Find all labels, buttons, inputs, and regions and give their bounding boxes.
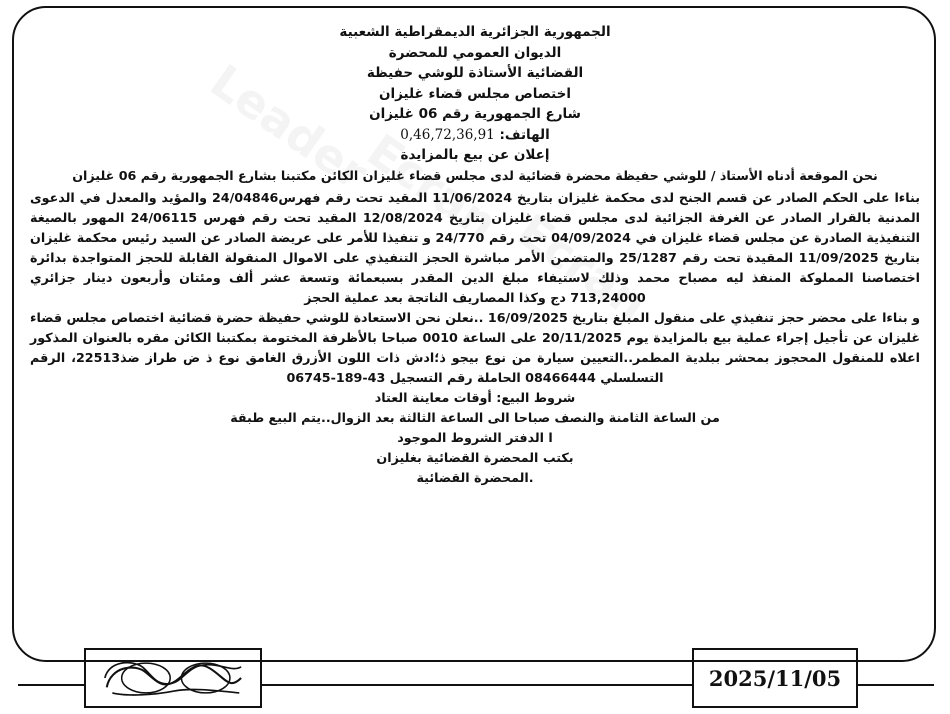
conditions-line: ا الدفتر الشروط الموجود [397, 429, 553, 445]
header-phone [30, 125, 920, 146]
footer-divider [858, 684, 934, 686]
intro-paragraph: نحن الموقعة أدناه الأستاذ / للوشي حفيظة محضرة قضائية لدى مجلس قضاء غليزان الكائن مكتبنا بشارع الجمهورية رقم 06 غليزان [72, 167, 878, 183]
footer-divider [262, 684, 692, 686]
notice-content [30, 22, 920, 488]
judgment-paragraph: بناءا على الحكم الصادر عن قسم الجنح لدى محكمة غليزان بتاريخ 11/06/2024 المقيد تحت رقم فهرس24/04846 والمؤيد والمعدل في الدعوى المدنية بالقرار الصادر عن الغرفة الجزائية لدى مجلس قضاء غليزان بتاريخ 12/08/2024 المقيد تحت رقم فهرس 24/06115 المهور بالصيغة التنفيذية الصادرة عن مجلس قضاء غليزان في 04/09/2024 تحت رقم 24/770 و تنفيذا للأمر على عريضة الصادر عن السيد رئيس محكمة غليزان بتاريخ 11/09/2025 المقيدة تحت رقم 25/1287 والمتضمن الأمر مباشرة الحجز التنفيذي على الاموال المنقولة القابلة للحجز المتواجدة بدائرة اختصاصنا المملوكة المنفذ ليه مصباح محمد وذلك لاستيفاء مبلغ الدين المقدر بسبعمائة وتسعة عشر ألف ومئتان وأربعون دينار جزائري 713,24000 دج وكذا المصاريف الناتجة بعد عملية الحجز [30, 189, 921, 305]
conditions-title: شروط البيع: أوقات معاينة العتاد [374, 389, 576, 405]
footer-divider [18, 684, 84, 686]
phone-label: الهاتف: [499, 126, 550, 143]
header-republic: الجمهورية الجزائرية الديمقراطية الشعبية [339, 24, 611, 40]
header-jurisdiction: اختصاص مجلس قضاء غليزان [378, 85, 572, 102]
auction-paragraph: و بناءا على محضر حجز تنفيذي على منقول المبلغ بتاريخ 16/09/2025 ..نعلن نحن الاستعادة للوشي حفيظة حضرة قضائية اختصاص مجلس قضاء غليزان عن تأجيل إجراء عملية بيع بالمزايدة يوم 20/11/2025 على الساعة 0010 صباحا بالأظرفة المختومة بمكتبنا الكائن مقره بالعنوان المذكور اعلاه للمنقول المحجوز بمحشر ببلدية المطمر..التعيين سيارة من نوع بيجو ذ؛ادش ذات اللون الأزرق الغامق نوع ذ ض طراز ضذ22513، الرقم التسلسلي 08466444 الحاملة رقم التسجيل 43-189-06745 [30, 309, 920, 385]
date-text: 2025/11/05 [708, 665, 842, 691]
conditions-line: من الساعة الثامنة والنصف صباحا الى الساعة الثالثة بعد الزوال..يتم البيع طبقة [230, 409, 720, 425]
header-office: الديوان العمومي للمحضرة [388, 44, 562, 61]
conditions-line: بكتب المحضرة القضائية بغليزان [376, 449, 574, 465]
header-bailiff: القضائية الأستاذة للوشي حفيظة [366, 65, 584, 81]
newspaper-logo [84, 648, 262, 708]
notice-title: إعلان عن بيع بالمزايدة [400, 147, 550, 163]
phone-number: 0,46,72,36,91 [400, 126, 495, 143]
signature: .المحضرة القضائية [416, 469, 534, 485]
header-address: شارع الجمهورية رقم 06 غليزان [369, 106, 581, 122]
logo-stamp-icon [86, 650, 260, 706]
publication-date [692, 648, 858, 708]
